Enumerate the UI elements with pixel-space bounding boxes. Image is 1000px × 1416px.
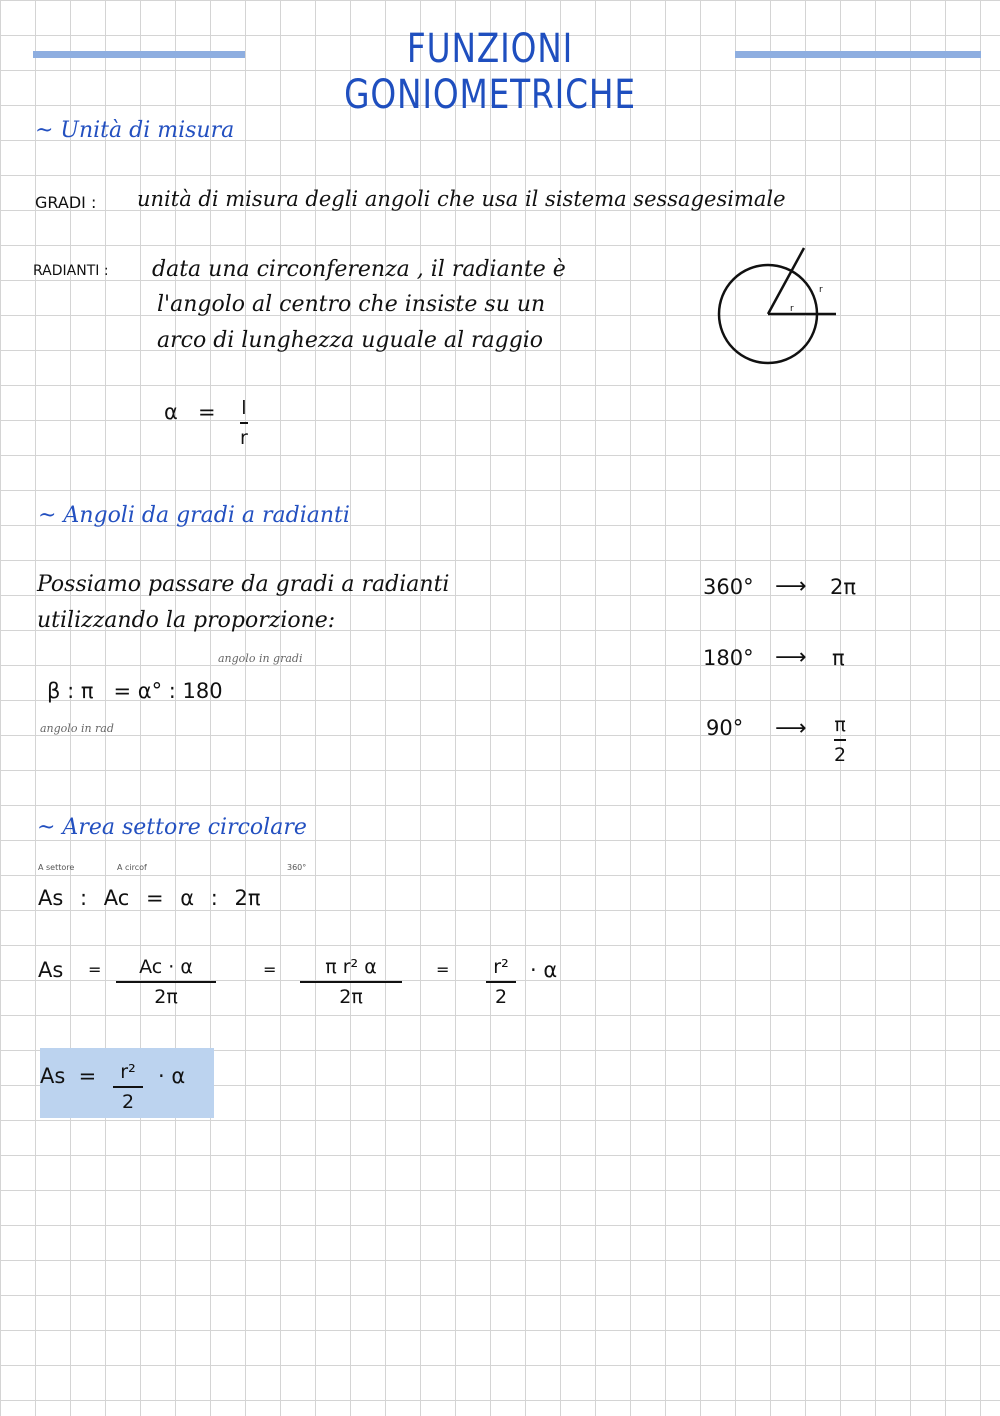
radian-formula-eq: = — [198, 400, 216, 424]
area-fraction-3-num: r² — [493, 956, 509, 978]
proportion-formula: β : π = α° : 180 — [47, 679, 223, 703]
fraction-bar — [116, 981, 216, 983]
title-bar-right — [735, 51, 981, 58]
area-eq-lhs: As — [38, 958, 64, 982]
conversion-text-line-1: Possiamo passare da gradi a radianti — [37, 572, 450, 597]
area-fraction-1-den: 2π — [154, 986, 178, 1008]
radianti-line-1: data una circonferenza , il radiante è — [152, 257, 566, 282]
area-fraction-3-den: 2 — [494, 986, 508, 1008]
final-formula-tail: · α — [158, 1064, 186, 1088]
radian-circle-diagram — [710, 243, 850, 373]
section-heading-conversion: ~ Angoli da gradi a radianti — [38, 503, 350, 528]
conversion-deg-90: 90° — [706, 716, 744, 740]
area-eq-sign-1: = — [88, 960, 102, 979]
radianti-label: RADIANTI : — [33, 263, 109, 279]
section-heading-units: ~ Unità di misura — [35, 118, 235, 143]
conversion-rad-pi-half — [834, 713, 846, 767]
note-angle-radians: angolo in rad — [40, 722, 114, 735]
note-angle-degrees: angolo in gradi — [218, 652, 303, 665]
radian-formula-lhs: α — [164, 400, 178, 424]
area-fraction-2-num: π r² α — [325, 956, 377, 978]
area-fraction-1 — [116, 955, 216, 1009]
conversion-arrow-2: ⟶ — [775, 645, 807, 670]
area-eq-tail: · α — [530, 958, 558, 982]
radianti-line-2: l'angolo al centro che insiste su un — [157, 292, 546, 317]
conversion-deg-180: 180° — [703, 646, 754, 670]
gradi-label: GRADI : — [35, 193, 97, 212]
page-title: FUNZIONI GONIOMETRICHE — [344, 26, 636, 118]
fraction-bar — [113, 1086, 143, 1088]
label-acircof: A circof — [117, 863, 147, 872]
conversion-rad-pi: π — [832, 646, 845, 670]
area-fraction-1-num: Ac · α — [139, 956, 193, 978]
title-bar-left — [33, 51, 245, 58]
conversion-rad-num: π — [834, 714, 846, 736]
area-fraction-2 — [300, 955, 402, 1009]
final-formula-fraction — [113, 1060, 143, 1114]
conversion-arrow-1: ⟶ — [775, 574, 807, 599]
conversion-rad-den: 2 — [834, 744, 847, 766]
conversion-deg-360: 360° — [703, 575, 754, 599]
section-heading-sector-area: ~ Area settore circolare — [37, 815, 307, 840]
area-fraction-3 — [486, 955, 516, 1009]
final-formula-den: 2 — [121, 1091, 135, 1113]
radianti-line-3: arco di lunghezza uguale al raggio — [157, 328, 544, 353]
fraction-bar — [240, 422, 248, 424]
area-eq-sign-2: = — [263, 960, 277, 979]
final-formula-num: r² — [120, 1061, 136, 1083]
final-formula-lhs: As = — [40, 1064, 97, 1088]
label-asettore: A settore — [38, 863, 75, 872]
fraction-bar — [834, 739, 846, 741]
gradi-definition: unità di misura degli angoli che usa il sistema sessagesimale — [137, 187, 786, 211]
diagram-arc-label: r — [819, 285, 823, 295]
radian-formula-den: r — [240, 427, 248, 449]
conversion-arrow-3: ⟶ — [775, 716, 807, 741]
label-360: 360° — [287, 863, 307, 872]
fraction-bar — [300, 981, 402, 983]
area-eq-sign-3: = — [436, 960, 450, 979]
conversion-rad-2pi: 2π — [830, 575, 857, 599]
radian-formula-num: l — [241, 397, 247, 419]
diagram-radius-label: r — [790, 304, 794, 314]
conversion-text-line-2: utilizzando la proporzione: — [37, 608, 336, 633]
area-fraction-2-den: 2π — [339, 986, 363, 1008]
fraction-bar — [486, 981, 516, 983]
sector-proportion: As : Ac = α : 2π — [38, 886, 261, 910]
radian-formula-fraction — [240, 396, 248, 450]
